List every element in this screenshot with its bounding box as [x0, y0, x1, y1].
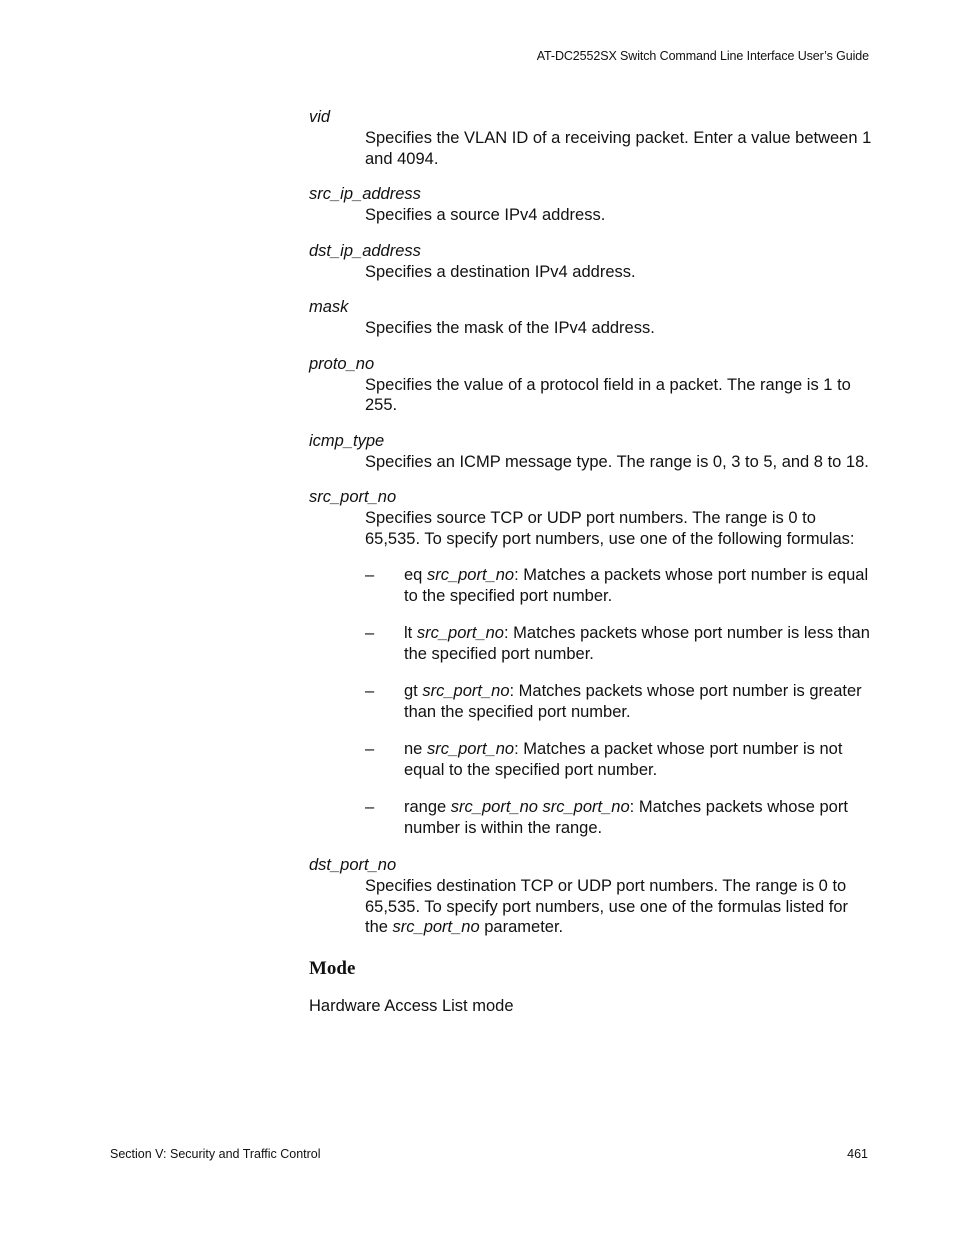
formula-argument: src_port_no [426, 740, 515, 758]
param-desc-icmp-type: Specifies an ICMP message type. The range is 0, 3 to 5, and 8 to 18. [365, 452, 869, 471]
param-desc-mask: Specifies the mask of the IPv4 address. [365, 319, 655, 337]
formula-keyword: eq [404, 566, 423, 584]
param-term-src-port-no: src_port_no [309, 488, 397, 506]
param-term-proto-no: proto_no [309, 354, 375, 373]
param-term-icmp-type: icmp_type [309, 431, 385, 450]
list-item [365, 797, 874, 838]
formula-keyword: ne [404, 740, 423, 758]
section-heading-mode: Mode [309, 957, 356, 979]
formula-description: : Matches packets whose port number is less than the specified port number. [404, 624, 870, 663]
formula-keyword: range [404, 798, 447, 816]
list-item [365, 565, 874, 606]
footer-section: Section V: Security and Traffic Control [110, 1147, 321, 1161]
desc-text: parameter. [479, 918, 564, 936]
formula-description: : Matches packets whose port number is within the range. [404, 798, 848, 837]
running-header: AT-DC2552SX Switch Command Line Interface User’s Guide [536, 49, 869, 63]
formula-argument: src_port_no [426, 566, 515, 584]
formula-argument: src_port_no [422, 682, 510, 700]
param-desc-vid: Specifies the VLAN ID of a receiving packet. Enter a value between 1 and 4094. [365, 129, 872, 168]
formula-description: : Matches packets whose port number is greater than the specified port number. [404, 682, 862, 721]
dash-bullet: – [365, 624, 375, 642]
main-content [309, 107, 874, 1016]
param-term-src-ip-address: src_ip_address [309, 185, 421, 203]
param-desc-proto-no: Specifies the value of a protocol field in a packet. The range is 1 to 255. [365, 375, 851, 414]
dash-bullet: – [365, 682, 375, 700]
param-term-dst-ip-address: dst_ip_address [309, 241, 421, 260]
formula-description: : Matches a packet whose port number is not equal to the specified port number. [404, 740, 843, 779]
dash-bullet: – [365, 566, 375, 584]
formula-list [365, 565, 874, 838]
formula-keyword: gt [404, 682, 418, 700]
param-desc-src-port-no: Specifies source TCP or UDP port numbers. The range is 0 to 65,535. To specify port numbers, use one of the following formulas: [365, 509, 855, 548]
param-desc-src-ip-address: Specifies a source IPv4 address. [365, 206, 606, 224]
dash-bullet: – [365, 740, 375, 758]
list-item [365, 739, 874, 780]
param-term-vid: vid [309, 108, 331, 126]
param-desc-dst-ip-address: Specifies a destination IPv4 address. [365, 262, 636, 281]
formula-argument: src_port_no src_port_no [450, 798, 630, 816]
param-term-mask: mask [309, 298, 349, 316]
formula-description: : Matches a packets whose port number is equal to the specified port number. [404, 566, 869, 605]
list-item [365, 623, 874, 664]
param-desc-dst-port-no [365, 876, 874, 938]
param-term-dst-port-no: dst_port_no [309, 856, 397, 874]
list-item [365, 681, 874, 722]
page-number: 461 [847, 1147, 868, 1161]
param-reference: src_port_no [392, 918, 480, 936]
formula-keyword: lt [404, 624, 413, 642]
dash-bullet: – [365, 798, 375, 816]
desc-text: Specifies destination TCP or UDP port numbers. The range is 0 to 65,535. To specify port numbers, use one of the formulas listed for the [365, 877, 849, 936]
mode-text: Hardware Access List mode [309, 996, 514, 1015]
formula-argument: src_port_no [416, 624, 504, 642]
